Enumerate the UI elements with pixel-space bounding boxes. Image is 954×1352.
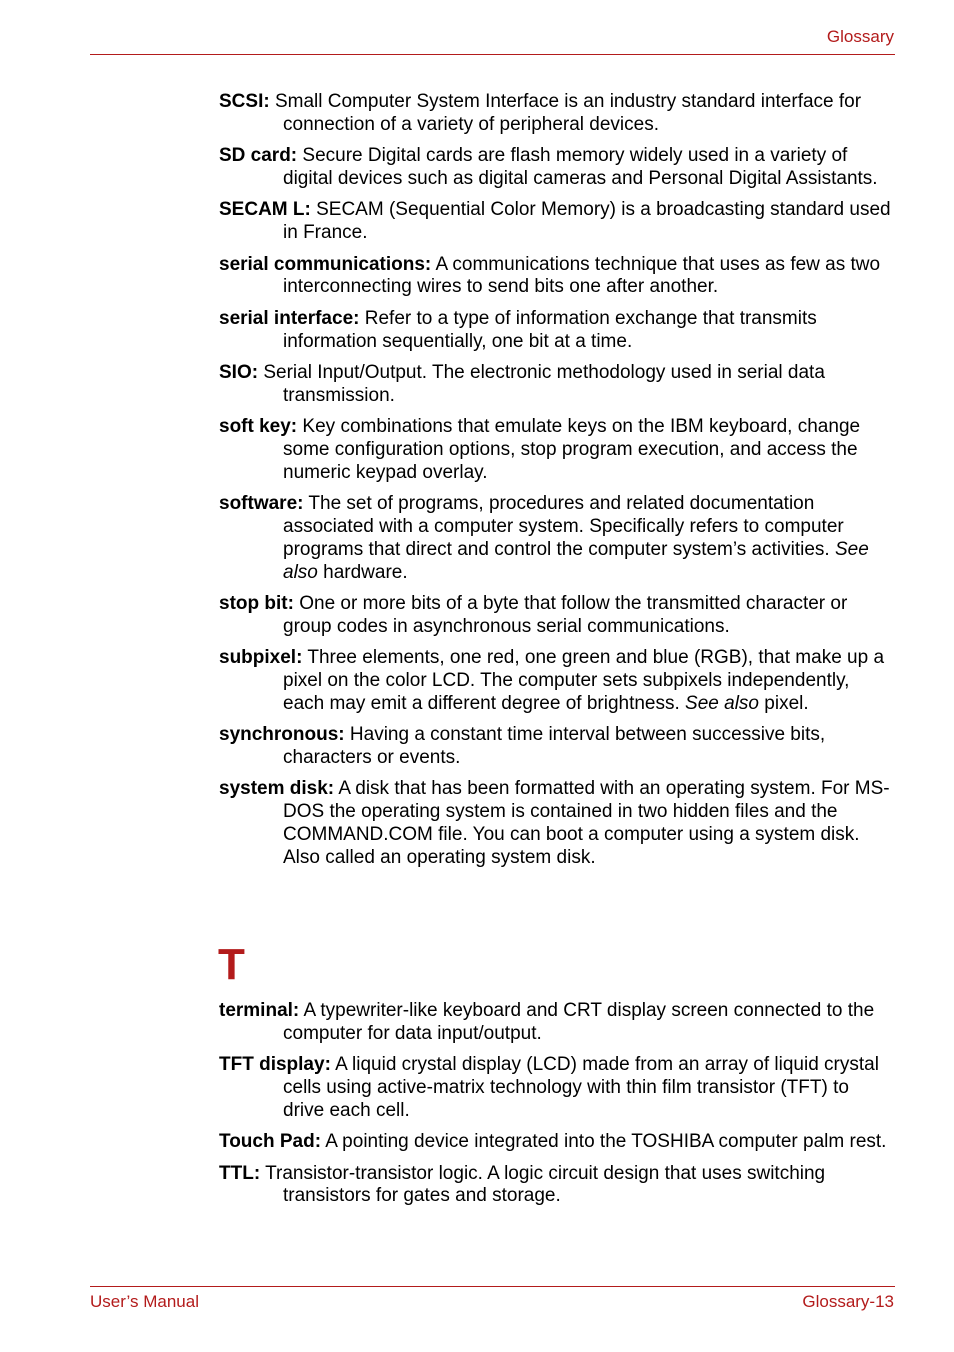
glossary-entry <box>219 199 895 245</box>
entry-definition: One or more bits of a byte that follow the transmitted character or group codes in asynchronous serial communications. <box>283 592 848 637</box>
glossary-entry <box>219 778 895 869</box>
entry-term: SD card: <box>219 145 298 167</box>
glossary-entry <box>219 593 895 639</box>
footer-manual-title: User’s Manual <box>90 1292 199 1311</box>
glossary-entry <box>219 647 895 715</box>
footer-page-number: Glossary-13 <box>802 1292 894 1311</box>
entry-term: terminal: <box>219 1000 300 1021</box>
see-also-label: See also <box>283 538 869 583</box>
section-letter-heading: T <box>218 940 245 989</box>
entry-term: TFT display: <box>219 1054 331 1076</box>
entry-definition: A communications technique that uses as few as two interconnecting wires to send bits one after another. <box>283 253 881 298</box>
entry-definition: Refer to a type of information exchange that transmits information sequentially, one bit at a time. <box>283 307 817 352</box>
header-rule <box>90 54 895 55</box>
entry-definition: Serial Input/Output. The electronic methodology used in serial data transmission. <box>263 361 825 406</box>
glossary-entry <box>219 493 895 584</box>
entry-definition: Small Computer System Interface is an industry standard interface for connection of a variety of peripheral devices. <box>274 91 862 135</box>
glossary-entry <box>219 724 895 770</box>
glossary-entry <box>219 254 895 300</box>
entry-term: software: <box>219 493 304 515</box>
entry-term: serial communications: <box>219 253 432 275</box>
entry-definition: Key combinations that emulate keys on the IBM keyboard, change some configuration options, stop program execution, and access the numeric keypad overlay. <box>283 416 861 483</box>
entry-definition: Transistor-transistor logic. A logic circuit design that uses switching transistors for gates and storage. <box>265 1162 826 1207</box>
entry-term: synchronous: <box>219 724 345 746</box>
entry-term: SIO: <box>219 361 259 383</box>
entry-term: system disk: <box>219 778 335 800</box>
entry-term: SCSI: <box>219 91 270 112</box>
glossary-entry <box>219 1000 895 1046</box>
footer-rule <box>90 1286 895 1287</box>
entry-definition: SECAM (Sequential Color Memory) is a broadcasting standard used in France. <box>283 199 891 244</box>
entry-definition: A disk that has been formatted with an operating system. For MS-DOS the operating system is contained in two hidden files and the COMMAND.COM file. You can boot a computer using a system disk. Also called an operating system disk. <box>283 778 890 868</box>
entry-term: stop bit: <box>219 592 294 614</box>
page-header-title: Glossary <box>826 27 894 46</box>
entry-definition: Having a constant time interval between successive bits, characters or events. <box>283 724 826 768</box>
entry-definition: A pointing device integrated into the TOSHIBA computer palm rest. <box>325 1131 887 1153</box>
entry-term: TTL: <box>219 1162 261 1184</box>
glossary-entry <box>219 362 895 408</box>
glossary-entry <box>219 1054 895 1122</box>
entry-term: SECAM L: <box>219 199 311 221</box>
entry-term: Touch Pad: <box>219 1131 322 1153</box>
entry-definition: Secure Digital cards are flash memory widely used in a variety of digital devices such as digital cameras and Personal Digital Assistants. <box>283 145 878 189</box>
entry-term: soft key: <box>219 416 298 438</box>
entry-term: subpixel: <box>219 647 303 669</box>
glossary-entry <box>219 308 895 354</box>
glossary-section-s <box>219 91 895 878</box>
see-also-target: pixel. <box>764 692 809 714</box>
glossary-section-t <box>219 1000 895 1217</box>
entry-definition: The set of programs, procedures and related documentation associated with a computer system. Specifically refers to computer programs that direct and control the computer system’s activities. <box>283 493 844 560</box>
glossary-entry <box>219 91 895 137</box>
entry-definition: A liquid crystal display (LCD) made from an array of liquid crystal cells using active-matrix technology with thin film transistor (TFT) to drive each cell. <box>283 1054 879 1121</box>
see-also-label: See also <box>685 692 759 714</box>
glossary-entry <box>219 1131 895 1154</box>
glossary-entry <box>219 1163 895 1209</box>
entry-definition: Three elements, one red, one green and blue (RGB), that make up a pixel on the color LCD. The computer sets subpixels independently, each may emit a different degree of brightness. <box>283 647 885 714</box>
glossary-entry <box>219 416 895 484</box>
entry-definition: A typewriter-like keyboard and CRT display screen connected to the computer for data input/output. <box>283 1000 875 1044</box>
entry-term: serial interface: <box>219 307 360 329</box>
see-also-target: hardware. <box>323 561 408 583</box>
glossary-entry <box>219 145 895 191</box>
